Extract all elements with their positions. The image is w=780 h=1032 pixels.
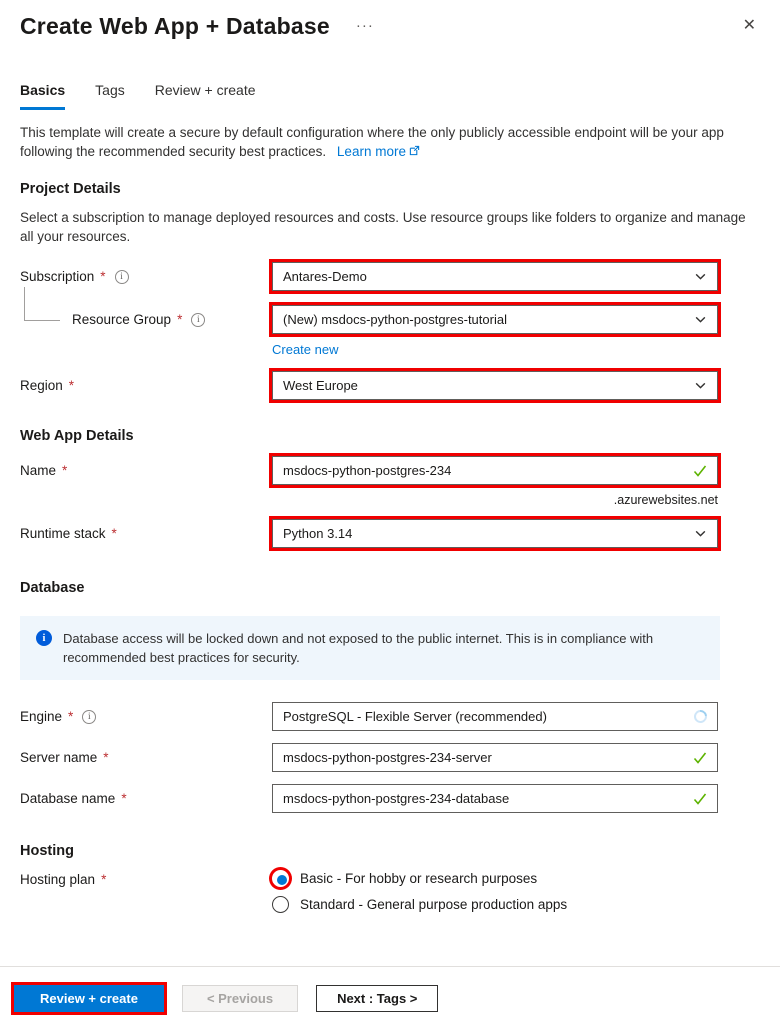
region-row	[0, 371, 780, 400]
dialog-header	[0, 0, 780, 40]
tab-tags[interactable]: Tags	[95, 82, 125, 98]
radio-unselected-icon[interactable]	[272, 896, 289, 913]
chevron-down-icon	[694, 527, 707, 540]
tab-basics[interactable]: Basics	[20, 82, 65, 110]
region-value: West Europe	[283, 378, 358, 393]
hosting-plan-label	[20, 865, 272, 887]
tree-connector	[24, 287, 60, 321]
subscription-row	[0, 262, 780, 291]
database-name-input-shell	[272, 784, 718, 813]
footer-bar	[0, 966, 780, 1032]
server-name-input-shell	[272, 743, 718, 772]
name-input[interactable]	[283, 463, 685, 478]
close-icon[interactable]: ✕	[742, 17, 756, 34]
runtime-stack-dropdown[interactable]	[272, 519, 718, 548]
engine-dropdown[interactable]	[272, 702, 718, 731]
required-marker: *	[103, 750, 109, 765]
radio-option-basic[interactable]	[272, 870, 718, 887]
intro-text	[20, 123, 760, 161]
web-app-details-heading: Web App Details	[20, 428, 134, 444]
hosting-plan-radio-group	[272, 865, 718, 913]
radio-option-standard[interactable]	[272, 896, 718, 913]
runtime-stack-value: Python 3.14	[283, 526, 353, 541]
server-name-label-text: Server name	[20, 750, 98, 765]
review-create-button[interactable]: Review + create	[14, 985, 164, 1012]
subscription-label-text: Subscription	[20, 269, 95, 284]
database-heading: Database	[20, 580, 85, 596]
info-icon[interactable]	[82, 710, 96, 724]
project-details-heading: Project Details	[20, 181, 121, 197]
info-banner	[20, 616, 720, 680]
required-marker: *	[68, 378, 75, 393]
radio-selected-icon[interactable]	[272, 870, 289, 887]
region-dropdown[interactable]	[272, 371, 718, 400]
name-label-text: Name	[20, 463, 57, 478]
database-name-row	[0, 784, 780, 813]
info-icon[interactable]	[115, 270, 129, 284]
subscription-dropdown[interactable]	[272, 262, 718, 291]
page-title: Create Web App + Database	[20, 13, 330, 39]
required-marker: *	[62, 463, 68, 478]
name-label	[20, 456, 272, 478]
info-banner-text: Database access will be locked down and not exposed to the public internet. This is in compliance with recommended best practices for security.	[63, 631, 654, 665]
chevron-down-icon	[694, 270, 707, 283]
server-name-label	[20, 743, 272, 765]
previous-button[interactable]: < Previous	[182, 985, 298, 1012]
required-marker: *	[100, 269, 106, 284]
resource-group-label	[20, 305, 272, 327]
chevron-down-icon	[694, 313, 707, 326]
learn-more-label: Learn more	[336, 144, 406, 159]
engine-label-text: Engine	[20, 709, 63, 724]
hosting-plan-row	[0, 865, 780, 913]
external-link-icon	[409, 142, 420, 161]
required-marker: *	[111, 526, 117, 541]
engine-row	[0, 702, 780, 731]
server-name-input[interactable]	[283, 750, 685, 765]
valid-check-icon	[693, 793, 707, 805]
engine-value: PostgreSQL - Flexible Server (recommended)	[283, 709, 547, 724]
hosting-plan-label-text: Hosting plan	[20, 872, 96, 887]
tab-review-create[interactable]: Review + create	[154, 82, 256, 98]
hosting-heading: Hosting	[20, 843, 74, 859]
name-input-shell	[272, 456, 718, 485]
runtime-stack-row	[0, 519, 780, 548]
server-name-row	[0, 743, 780, 772]
project-details-description: Select a subscription to manage deployed resources and costs. Use resource groups like folders to organize and manage all your resources.	[20, 210, 746, 244]
required-marker: *	[121, 791, 127, 806]
radio-label: Basic - For hobby or research purposes	[300, 871, 538, 886]
region-label	[20, 371, 272, 393]
name-row	[0, 456, 780, 507]
database-name-input[interactable]	[283, 791, 685, 806]
engine-label	[20, 702, 272, 724]
more-options-icon[interactable]: ···	[355, 17, 374, 34]
subscription-label	[20, 262, 272, 284]
runtime-stack-label-text: Runtime stack	[20, 526, 106, 541]
radio-label: Standard - General purpose production apps	[300, 897, 568, 912]
region-label-text: Region	[20, 378, 63, 393]
runtime-stack-label	[20, 519, 272, 541]
valid-check-icon	[693, 752, 707, 764]
resource-group-value: (New) msdocs-python-postgres-tutorial	[283, 312, 507, 327]
learn-more-link[interactable]	[337, 144, 420, 159]
subscription-value: Antares-Demo	[283, 269, 367, 284]
required-marker: *	[101, 872, 107, 887]
database-name-label	[20, 784, 272, 806]
loading-spinner-icon	[691, 707, 709, 725]
domain-suffix: .azurewebsites.net	[613, 493, 718, 507]
required-marker: *	[68, 709, 74, 724]
resource-group-label-text: Resource Group	[72, 312, 172, 327]
resource-group-dropdown[interactable]	[272, 305, 718, 334]
chevron-down-icon	[694, 379, 707, 392]
intro-description: This template will create a secure by default configuration where the only publicly accessible endpoint will be your app following the recommended security best practices.	[20, 125, 724, 159]
database-name-label-text: Database name	[20, 791, 116, 806]
required-marker: *	[177, 312, 183, 327]
create-new-link[interactable]: Create new	[272, 342, 339, 357]
next-tags-button[interactable]: Next : Tags >	[316, 985, 438, 1012]
valid-check-icon	[693, 465, 707, 477]
info-icon	[36, 630, 52, 646]
info-icon[interactable]	[191, 313, 205, 327]
resource-group-row	[0, 305, 780, 359]
tab-bar	[20, 82, 760, 110]
